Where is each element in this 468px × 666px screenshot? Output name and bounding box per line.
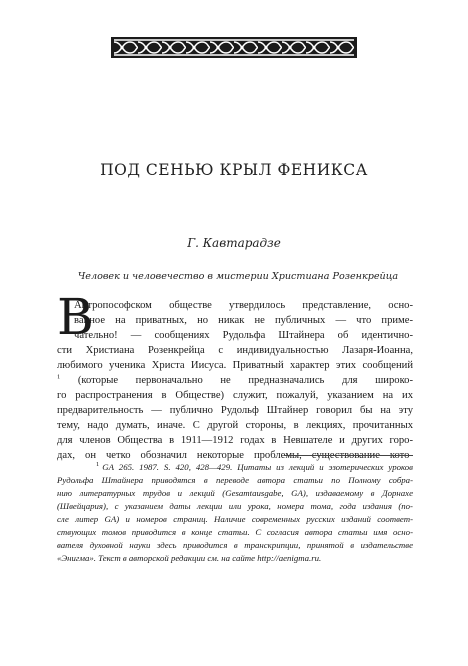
footnote: [57, 461, 413, 565]
knot-dot: [336, 46, 339, 49]
body-line: го распространения в Обществе) служит, пожалуй, указанием на их: [57, 390, 413, 401]
body-line: для членов Общества в 1911—1912 годах в Невшателе и других горо-: [57, 435, 413, 446]
footnote-ref-marker[interactable]: 1: [57, 373, 61, 381]
knot-dot: [288, 46, 291, 49]
footnote-line: «Энигма». Текст в авторской редакции см. на сайте http://aenigma.ru.: [57, 553, 322, 563]
footnote-line: [57, 461, 413, 474]
footnote-line: сле литер GA) и номеров страниц. Наличие современных русских изданий соответ-: [57, 514, 413, 524]
footnote-line: нию литературных трудов и лекций (Gesamtausgabe, GA), издаваемому в Дорнахе: [57, 488, 413, 498]
footnote-line: вателя духовной науки здесь приводится в транскрипции, принятой в издательстве: [57, 540, 413, 550]
footnote-number: 1: [96, 461, 100, 469]
body-line-with-footnote-ref: [57, 373, 413, 388]
footnote-line: ствующих томов приводится в конце статьи. С согласия автора статьи имя осно-: [57, 527, 413, 537]
body-line: Антропософском обществе утвердилось представление, осно-: [74, 300, 413, 311]
drop-cap: В: [57, 288, 94, 346]
body-line: дах, он четко обозначил некоторые проблемы, существование кото-: [57, 450, 413, 461]
footnote-line: Рудольфа Штайнера приводятся в переводе автора статьи по Полному собра-: [57, 475, 413, 485]
footnote-line-text: GA 265. 1987. S. 420, 428—429. Цитаты из лекций и эзотерических уроков: [102, 462, 413, 472]
body-line: ванное на приватных, но никак не публичных — что приме-: [74, 315, 413, 326]
knot-dot: [216, 46, 219, 49]
body-line: чательно! — сообщениях Рудольфа Штайнера об идентично-: [74, 330, 413, 341]
knot-dot: [168, 46, 171, 49]
knot-dot: [144, 46, 147, 49]
body-line: тему, надо думать, иначе. С другой стороны, в лекциях, прочитанных: [57, 420, 413, 431]
article-title: ПОД СЕНЬЮ КРЫЛ ФЕНИКСА: [100, 161, 368, 179]
footnote-divider: [284, 455, 413, 456]
body-line: предварительность — публично Рудольф Штайнер говорил бы на эту: [57, 405, 413, 416]
footnote-line: (Швейцария), с указанием даты лекции или урока, номера тома, года издания (по-: [57, 501, 413, 511]
article-subtitle: Человек и человечество в мистерии Христиана Розенкрейца: [77, 271, 399, 282]
knot-dot: [264, 46, 267, 49]
knot-dot: [120, 46, 123, 49]
article-author: Г. Кавтарадзе: [187, 236, 281, 250]
body-line-text: (которые первоначально не предназначались для широко-: [77, 375, 414, 386]
knot-dot: [240, 46, 243, 49]
body-line: сти Христиана Розенкрейца с индивидуальностью Лазаря-Иоанна,: [57, 345, 413, 356]
celtic-knot-band-icon: [111, 37, 357, 58]
knot-dot: [192, 46, 195, 49]
knot-dot: [312, 46, 315, 49]
article-body: [57, 298, 413, 463]
body-line: любимого ученика Христа Иисуса. Приватный характер этих сообщений: [57, 360, 413, 371]
